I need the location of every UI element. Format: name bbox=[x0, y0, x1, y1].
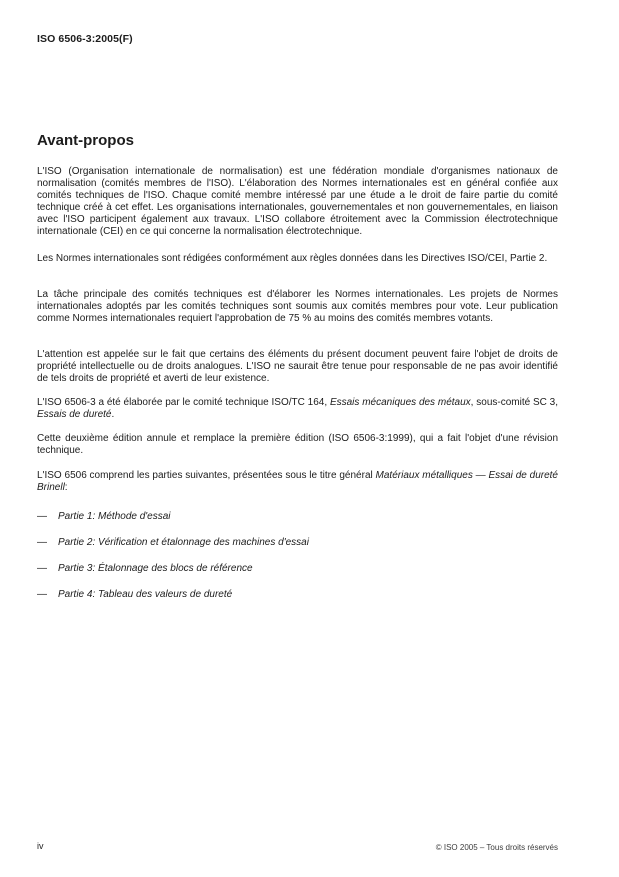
em-dash-marker: — bbox=[37, 589, 47, 600]
foreword-paragraph-6: Cette deuxième édition annule et remplace la première édition (ISO 6506-3:1999), qui a fait l'objet d'une révision technique. bbox=[37, 433, 558, 456]
copyright-notice: © ISO 2005 – Tous droits réservés bbox=[435, 843, 558, 852]
page-title: Avant-propos bbox=[37, 132, 134, 149]
paragraph-7-segment-1: L'ISO 6506 comprend les parties suivantes, présentées sous le titre général bbox=[37, 470, 376, 481]
paragraph-5-segment-1: L'ISO 6506-3 a été élaborée par le comité technique ISO/TC 164, bbox=[37, 397, 330, 408]
foreword-paragraph-3: La tâche principale des comités techniques est d'élaborer les Normes internationales. Les projets de Normes internationales adoptés par les comités techniques sont soumis aux comités membres pour vote. Leur publication comme Normes internationales requiert l'approbation de 75 % au moins des comités membres votants. bbox=[37, 289, 558, 324]
em-dash-marker: — bbox=[37, 511, 47, 522]
paragraph-5-segment-2: , sous-comité SC 3, bbox=[470, 397, 559, 408]
em-dash-marker: — bbox=[37, 563, 47, 574]
committee-name-italic: Essais mécaniques des métaux bbox=[329, 397, 471, 408]
foreword-paragraph-4: L'attention est appelée sur le fait que certains des éléments du présent document peuvent faire l'objet de droits de propriété intellectuelle ou de droits analogues. L'ISO ne saurait être tenue pour responsable de ne pas avoir identifié de tels droits de propriété et averti de leur existence. bbox=[37, 349, 558, 384]
em-dash-marker: — bbox=[37, 537, 47, 548]
part-4-label: Partie 4: Tableau des valeurs de dureté bbox=[58, 589, 233, 600]
list-item-part-2 bbox=[37, 537, 558, 549]
foreword-paragraph-7 bbox=[37, 470, 558, 494]
page-number: iv bbox=[37, 841, 44, 851]
part-3-label: Partie 3: Étalonnage des blocs de référence bbox=[58, 563, 253, 574]
subcommittee-name-italic: Essais de dureté bbox=[37, 409, 112, 420]
document-reference-header: ISO 6506-3:2005(F) bbox=[37, 33, 133, 45]
paragraph-5-segment-3: . bbox=[111, 409, 115, 420]
foreword-paragraph-1: L'ISO (Organisation internationale de normalisation) est une fédération mondiale d'organismes nationaux de normalisation (comités membres de l'ISO). L'élaboration des Normes internationales est en général confiée aux comités techniques de l'ISO. Chaque comité membre intéressé par une étude a le droit de faire partie du comité technique créé à cet effet. Les organisations internationales, gouvernementales et non gouvernementales, en liaison avec l'ISO participent également aux travaux. L'ISO collabore étroitement avec la Commission électrotechnique internationale (CEI) en ce qui concerne la normalisation électrotechnique. bbox=[37, 166, 558, 237]
paragraph-7-segment-2: : bbox=[64, 482, 68, 493]
foreword-paragraph-2: Les Normes internationales sont rédigées conformément aux règles données dans les Directives ISO/CEI, Partie 2. bbox=[37, 253, 548, 264]
list-item-part-3 bbox=[37, 563, 558, 575]
list-item-part-1 bbox=[37, 511, 558, 523]
series-title-italic: Matériaux métalliques — Essai de dureté Brinell bbox=[37, 470, 558, 493]
foreword-paragraph-5 bbox=[37, 397, 558, 421]
part-1-label: Partie 1: Méthode d'essai bbox=[58, 511, 171, 522]
part-2-label: Partie 2: Vérification et étalonnage des machines d'essai bbox=[58, 537, 309, 548]
list-item-part-4 bbox=[37, 589, 558, 601]
